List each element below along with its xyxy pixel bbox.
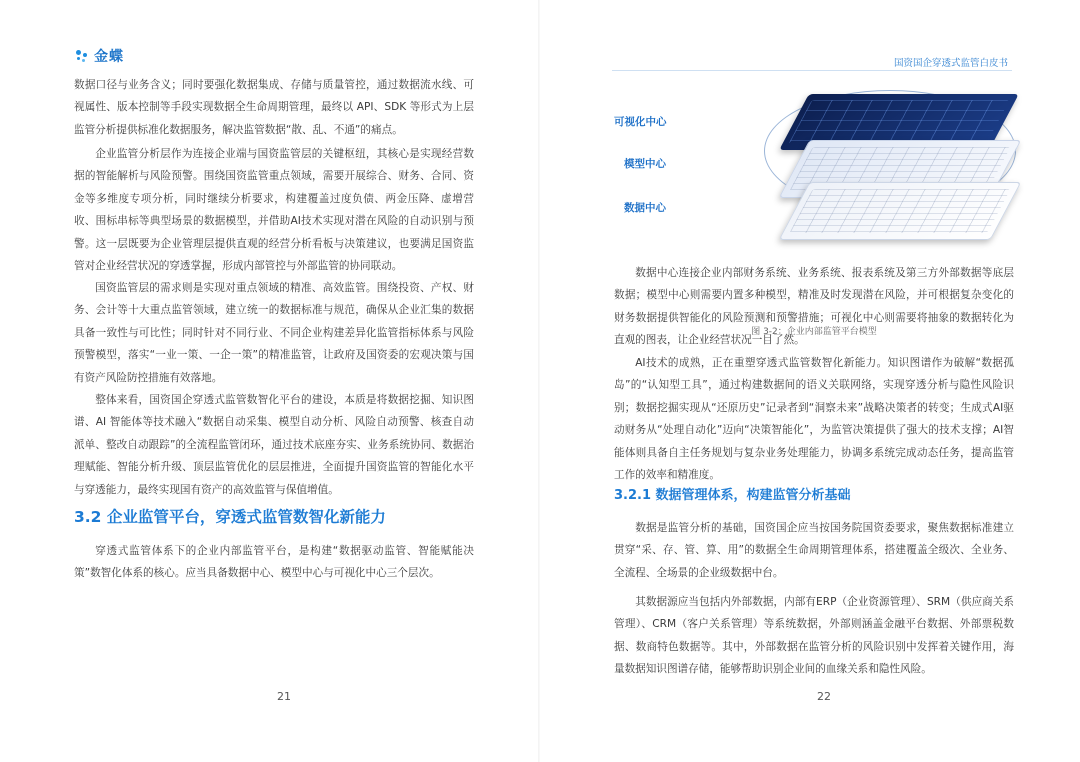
right-paragraph-4: 其数据源应当包括内外部数据，内部有ERP（企业资源管理）、SRM（供应商关系管理）、CRM（客户关系管理）等系统数据，外部则涵盖金融平台数据、外部票税数据、数商特色数据等。其中，外部数据在监管分析的风险识别中发挥着关键作用，海量数据知识图谱存储，能够帮助识别企业间的血缘关系和隐性风险。 [614,596,1014,676]
logo-dots-icon [74,48,90,64]
left-paragraph-4: 整体来看，国资国企穿透式监管数智化平台的建设，本质是将数据挖掘、知识图谱、AI 智能体等技术融入“数据自动采集、模型自动分析、风险自动预警、核查自动派单、整改自动跟踪”的全流程监管闭环，通过技术底座夯实、业务系统协同、数据治理赋能、智能分析升级、顶层监管优化的层层推进，全面提升国资监管的智能化水平与穿透能力，最终实现国有资产的高效监管与保值增值。 [74,394,474,496]
data-layer-image [779,182,1022,240]
logo-text: 金蝶 [94,49,124,65]
left-paragraph-1: 数据口径与业务含义；同时要强化数据集成、存储与质量管控，通过数据流水线、可视属性、版本控制等手段实现数据全生命周期管理，最终以 API、SDK 等形式为上层监管分析提供标准化数据服务，解决监管数据“散、乱、不通”的痛点。 [74,79,474,136]
left-paragraph-3: 国资监管层的需求则是实现对重点领域的精准、高效监管。围绕投资、产权、财务、会计等十大重点监管领域，建立统一的数据标准与规范，确保从企业汇集的数据具备一致性与可比性；同时针对不同行业、不同企业构建差异化监管指标体系与风险预警模型，落实“一业一策、一企一策”的精准监管，让政府及国资委的宏观决策与国有资产风险防控措施有效落地。 [74,282,474,384]
header-rule [612,70,1012,71]
label-visualization-center: 可视化中心 [614,116,667,128]
kingdee-logo [74,46,124,66]
page-number-right: 22 [817,690,831,703]
page-number-left: 21 [277,690,291,703]
right-paragraph-1: 数据中心连接企业内部财务系统、业务系统、报表系统及第三方外部数据等底层数据；模型中心则需要内置多种模型，精准及时发现潜在风险，并可根据复杂变化的财务数据提供智能化的风险预测和预警措施；可视化中心则需要将抽象的数据转化为直观的图表，让企业经营状况一目了然。 [614,267,1014,347]
label-data-center: 数据中心 [624,202,666,214]
right-paragraph-3: 数据是监管分析的基础，国资国企应当按国务院国资委要求，聚焦数据标准建立贯穿“采、存、管、算、用”的数据全生命周期管理体系，搭建覆盖全级次、全业务、全流程、全场景的企业级数据中台。 [614,522,1014,579]
section-heading-3-2: 3.2 企业监管平台，穿透式监管数智化新能力 [74,508,386,526]
right-page [540,0,1080,762]
left-paragraph-5: 穿透式监管体系下的企业内部监管平台，是构建“数据驱动监管、智能赋能决策”数智化体系的核心。应当具备数据中心、模型中心与可视化中心三个层次。 [74,545,474,580]
label-model-center: 模型中心 [624,158,666,170]
figure-caption: 图 3-2：企业内部监管平台模型 [751,327,877,337]
right-paragraph-2: AI技术的成熟，正在重塑穿透式监管数智化新能力。知识图谱作为破解“数据孤岛”的“认知型工具”，通过构建数据间的语义关联网络，实现穿透分析与隐性风险识别；数据挖掘实现从“还原历史”记录者到“洞察未来”战略决策者的转变；生成式AI驱动财务从“处理自动化”迈向“决策智能化”，为监管决策提供了强大的技术支撑；AI智能体则具备自主任务规划与复杂业务处理能力，协调多系统完成动态任务，提高监管工作的效率和精准度。 [614,357,1014,482]
left-paragraph-2: 企业监管分析层作为连接企业端与国资监管层的关键枢纽，其核心是实现经营数据的智能解析与风险预警。围绕国资监管重点领域，需要开展综合、财务、合同、资金等多维度专项分析，同时继续分析要求，构建覆盖过度负债、两金压降、虚增营收、围标串标等典型场景的数据模型，并借助AI技术实现对潜在风险的自动识别与预警。这一层既要为企业管理层提供直观的经营分析看板与决策建议，也要满足国资监管对企业经营状况的穿透掌握，形成内部管控与外部监管的协同联动。 [74,148,474,273]
running-header-title: 国资国企穿透式监管白皮书 [893,58,1008,69]
section-heading-3-2-1: 3.2.1 数据管理体系，构建监管分析基础 [614,488,851,503]
